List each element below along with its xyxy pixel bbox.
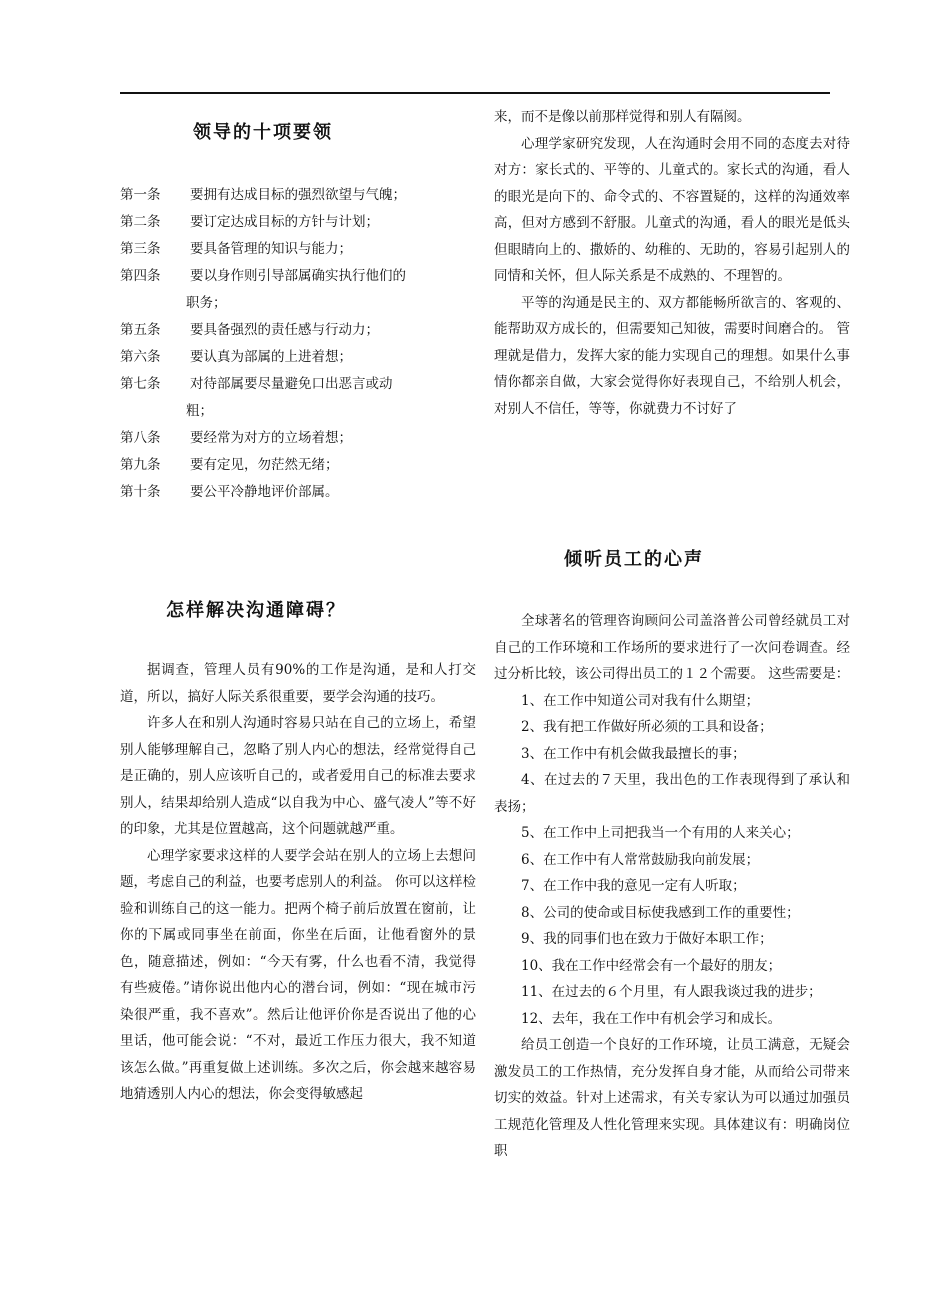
list-item — [120, 344, 476, 371]
list-item — [120, 263, 476, 290]
list-item: 4、在过去的７天里，我出色的工作表现得到了承认和表扬； — [494, 772, 850, 815]
list-item — [120, 371, 476, 398]
item-number: 第八条 — [120, 430, 161, 446]
list-item — [120, 236, 476, 263]
article-communication — [120, 657, 476, 1108]
item-text: 要公平冷静地评价部属。 — [190, 484, 339, 500]
title-listen-employees: 倾听员工的心声 — [564, 549, 704, 570]
paragraph: 据调查，管理人员有90%的工作是沟通，是和人打交道，所以，搞好人际关系很重要，要学会沟通的技巧。 — [120, 662, 476, 705]
principles-list — [120, 182, 476, 506]
list-item — [120, 479, 476, 506]
item-number: 第三条 — [120, 241, 161, 257]
item-text: 要具备管理的知识与能力； — [190, 241, 352, 257]
item-text: 要具备强烈的责任感与行动力； — [190, 322, 379, 338]
paragraph: 全球著名的管理咨询顾问公司盖洛普公司曾经就员工对自己的工作环境和工作场所的要求进行了一次问卷调查。经过分析比较，该公司得出员工的１２个需要。 这些需要是： — [494, 613, 850, 682]
list-item — [120, 425, 476, 452]
list-item — [120, 182, 476, 209]
item-text: 要订定达成目标的方针与计划； — [190, 214, 379, 230]
article-continuation — [494, 104, 850, 422]
list-item: 6、在工作中有人常常鼓励我向前发展； — [521, 851, 760, 868]
item-number: 第四条 — [120, 268, 161, 284]
title-communication-barriers: 怎样解决沟通障碍？ — [166, 600, 346, 621]
item-text: 要以身作则引导部属确实执行他们的 — [190, 268, 406, 284]
item-text: 要有定见，勿茫然无绪； — [190, 457, 339, 473]
list-item: 3、在工作中有机会做我最擅长的事； — [521, 745, 746, 762]
list-item: 2、我有把工作做好所必须的工具和设备； — [521, 719, 773, 735]
item-number: 第七条 — [120, 376, 161, 392]
title-leadership-principles: 领导的十项要领 — [193, 122, 333, 143]
item-text: 要拥有达成目标的强烈欲望与气魄； — [190, 187, 406, 203]
header-rule — [120, 92, 830, 94]
item-text: 对待部属要尽量避免口出恶言或动 — [190, 376, 393, 392]
item-number: 第六条 — [120, 349, 161, 365]
list-item: 9、我的同事们也在致力于做好本职工作； — [521, 931, 773, 947]
list-item: 8、公司的使命或目标使我感到工作的重要性； — [521, 904, 800, 921]
list-item: 7、在工作中我的意见一定有人听取； — [521, 878, 746, 894]
list-item — [120, 209, 476, 236]
list-item — [120, 452, 476, 479]
list-item: 1、在工作中知道公司对我有什么期望； — [521, 692, 760, 709]
item-number: 第五条 — [120, 322, 161, 338]
paragraph: 心理学家要求这样的人要学会站在别人的立场上去想问题，考虑自己的利益，也要考虑别人的利益。 你可以这样检验和训练自己的这一能力。把两个椅子前后放置在窗前，让你的下属或同事坐在前面，你坐在后面，让他看窗外的景色，随意描述，例如：“今天有雾，什么也看不清，我觉得有些疲倦。”请你说出他内心的潜台词，例如：“现在城市污染很严重，我不喜欢”。然后让他评价你是否说出了他的心里话，他可能会说：“不对，最近工作压力很大，我不知道该怎么做。”再重复做上述训练。多次之后，你会越来越容易地猜透别人内心的想法，你会变得敏感起 — [120, 847, 476, 1102]
item-text: 要经常为对方的立场着想； — [190, 430, 352, 446]
item-number: 第十条 — [120, 484, 161, 500]
paragraph: 心理学家研究发现，人在沟通时会用不同的态度去对待对方：家长式的、平等的、儿童式的。家长式的沟通，看人的眼光是向下的、命令式的、不容置疑的，这样的沟通效率高，但对方感到不舒服。儿童式的沟通，看人的眼光是低头但眼睛向上的、撒娇的、幼稚的、无助的，容易引起别人的同情和关怀，但人际关系是不成熟的、不理智的。 — [494, 135, 850, 284]
paragraph: 许多人在和别人沟通时容易只站在自己的立场上，希望别人能够理解自己，忽略了别人内心的想法，经常觉得自己是正确的，别人应该听自己的，或者爱用自己的标准去要求别人，结果却给别人造成“以自我为中心、盛气凌人”等不好的印象，尤其是位置越高，这个问题就越严重。 — [120, 715, 476, 837]
list-item: 10、我在工作中经常会有一个最好的朋友； — [521, 957, 782, 974]
item-text: 要认真为部属的上进着想； — [190, 349, 352, 365]
paragraph: 平等的沟通是民主的、双方都能畅所欲言的、客观的、能帮助双方成长的，但需要知己知彼，需要时间磨合的。 管理就是借力，发挥大家的能力实现自己的理想。如果什么事情你都亲自做，大家会觉得你好表现自己，不给别人机会，对别人不信任，等等，你就费力不讨好了 — [494, 294, 850, 417]
item-number: 第二条 — [120, 214, 161, 230]
list-item: 12、去年，我在工作中有机会学习和成长。 — [521, 1010, 782, 1027]
item-continuation: 职务； — [186, 295, 227, 311]
article-employee-needs — [494, 608, 850, 1165]
item-number: 第九条 — [120, 457, 161, 473]
item-continuation: 粗； — [186, 403, 213, 419]
list-item — [120, 317, 476, 344]
list-item: 5、在工作中上司把我当一个有用的人来关心； — [521, 825, 800, 841]
paragraph: 来，而不是像以前那样觉得和别人有隔阂。 — [494, 109, 751, 125]
list-item: 11、在过去的６个月里，有人跟我谈过我的进步； — [521, 984, 822, 1000]
item-number: 第一条 — [120, 187, 161, 203]
paragraph: 给员工创造一个良好的工作环境，让员工满意，无疑会激发员工的工作热情，充分发挥自身才能，从而给公司带来切实的效益。针对上述需求，有关专家认为可以通过加强员工规范化管理及人性化管理来实现。具体建议有：明确岗位职 — [494, 1037, 850, 1159]
